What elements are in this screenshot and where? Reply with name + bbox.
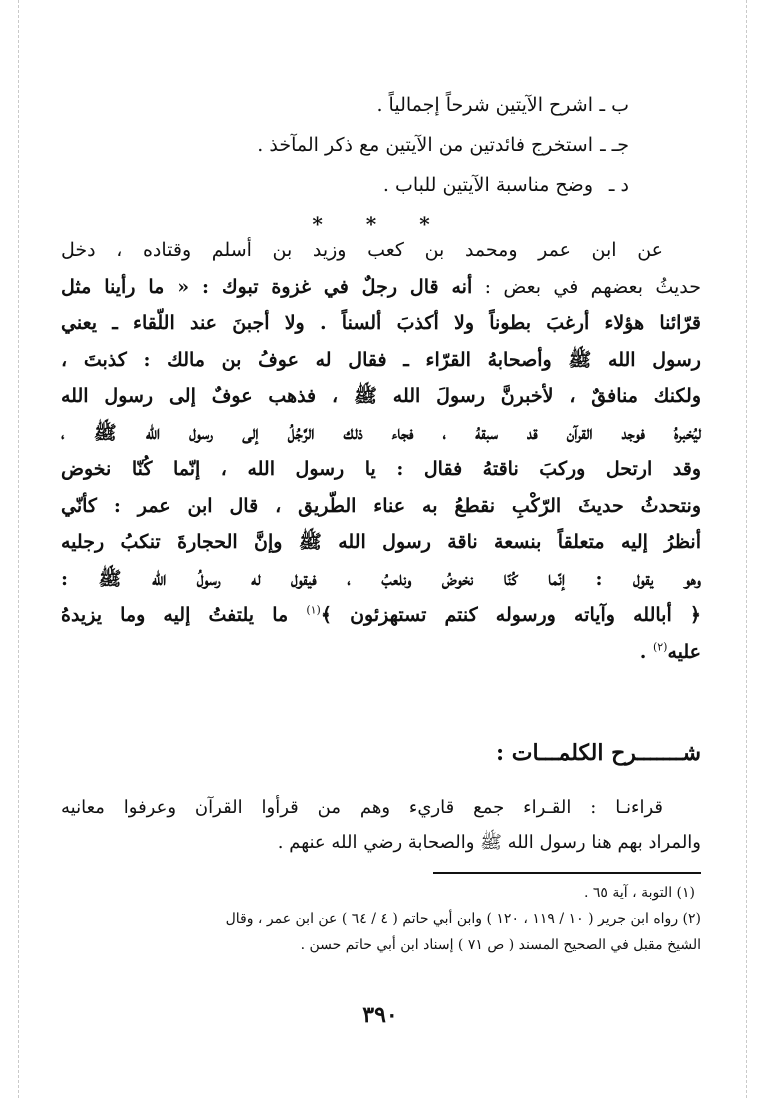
narration-line: [61, 561, 701, 598]
narration-text: عن ابن عمر ومحمد بن كعب وزيد بن أسلم وقتاده ، دخل: [61, 239, 663, 261]
narration-text: أنه قال رجلٌ في غزوة تبوك : « ما رأينا مثل: [61, 275, 473, 298]
narration-text: ولكنك منافقٌ ، لأخبرنَّ رسولَ الله ﷺ ، فذهب عوفٌ إلى رسول الله: [61, 385, 701, 407]
footnote-reference: (١): [306, 603, 321, 617]
exercise-item-text: وضح مناسبة الآيتين للباب .: [382, 174, 593, 196]
exercise-item-letter: ب ـ: [599, 94, 629, 116]
narration-text: ما يلتفتُ إليه وما يزيدهُ: [61, 604, 307, 626]
exercise-item: [257, 132, 629, 158]
narration-line: [61, 415, 701, 452]
exercise-item: [376, 92, 629, 118]
narration-text: حديثُ بعضهم في بعض :: [472, 275, 702, 298]
narration-text: ليُخبرهُ فوجد القرآن قد سبقهُ ، فجاء ذلك الرَّجُلُ إلى رسول الله ﷺ ،: [61, 421, 701, 444]
page-number: ٣٩٠: [362, 1002, 398, 1028]
section-heading: شـــــــرح الكلمـــات :: [495, 740, 701, 766]
narration-line: [61, 597, 701, 634]
exercise-item-letter: د ـ: [608, 174, 629, 196]
narration-line: [61, 269, 701, 306]
footnote-line: (١) التوبة ، آية ٦٥ .: [583, 885, 695, 901]
narration-line: [61, 305, 701, 342]
narration-line: [61, 451, 701, 488]
narration-text: وقد ارتحل وركبَ ناقتهُ فقال : يا رسول الله ، إنّما كُنّا نخوض: [61, 458, 701, 480]
narration-text: وهو يقول : إنّما كُنّا نخوضُ ونلعبُ ، فيقول له رسولُ الله ﷺ :: [61, 567, 701, 590]
vocabulary-line: قراءنـا : القـراء جمع قاريء وهم من قرأوا القرآن وعرفوا معانيه: [61, 797, 663, 818]
footnote-divider: [433, 872, 701, 874]
footnote-reference: (٢): [652, 640, 668, 654]
exercise-item-text: اشرح الآيتين شرحاً إجمالياً .: [376, 94, 593, 116]
footnote-line: (٢) رواه ابن جرير ( ١٠ / ١١٩ ، ١٢٠ ) وابن أبي حاتم ( ٤ / ٦٤ ) عن ابن عمر ، وقال: [225, 911, 701, 927]
narration-line: [61, 634, 701, 671]
narration-text: أنظرُ إليه متعلقاً بنسعة ناقة رسول الله ﷺ وإنَّ الحجارةَ تنكبُ رجليه: [61, 531, 701, 553]
narration-line: [61, 232, 701, 269]
narration-text: قرّائنا هؤلاء أرغبَ بطوناً ولا أكذبَ ألسناً . ولا أجبنَ عند اللّقاء ـ يعني: [61, 312, 701, 334]
vocabulary-line: والمراد بهم هنا رسول الله ﷺ والصحابة رضي الله عنهم .: [277, 832, 701, 853]
vocabulary-explanation: [61, 790, 701, 860]
section-separator: * * *: [312, 212, 448, 236]
narration-text: .: [639, 640, 653, 663]
exercise-item-letter: جـ ـ: [600, 134, 629, 156]
footnotes: [51, 880, 701, 958]
exercise-item: [383, 172, 629, 198]
narration-line: [61, 378, 701, 415]
narration-line: [61, 488, 701, 525]
narration-text: ﴿ أبالله وآياته ورسوله كنتم تستهزئون ﴾: [320, 604, 701, 626]
scan-guide-right: [746, 0, 747, 1098]
narration-text: عليه: [667, 640, 701, 663]
hadith-narration: [61, 232, 701, 670]
narration-text: رسول الله ﷺ وأصحابهُ القرّاء ـ فقال له عوفُ بن مالك : كذبتَ ،: [61, 348, 701, 371]
narration-line: [61, 524, 701, 561]
scan-guide-left: [18, 0, 19, 1098]
narration-text: ونتحدثُ حديثَ الرّكْبِ نقطعُ به عناء الطّريق ، قال ابن عمر : كأنّي: [61, 494, 701, 517]
footnote-line: الشيخ مقبل في الصحيح المسند ( ص ٧١ ) إسناد ابن أبي حاتم حسن .: [300, 937, 701, 953]
narration-line: [61, 342, 701, 379]
exercise-item-text: استخرج فائدتين من الآيتين مع ذكر المآخذ .: [257, 134, 593, 156]
